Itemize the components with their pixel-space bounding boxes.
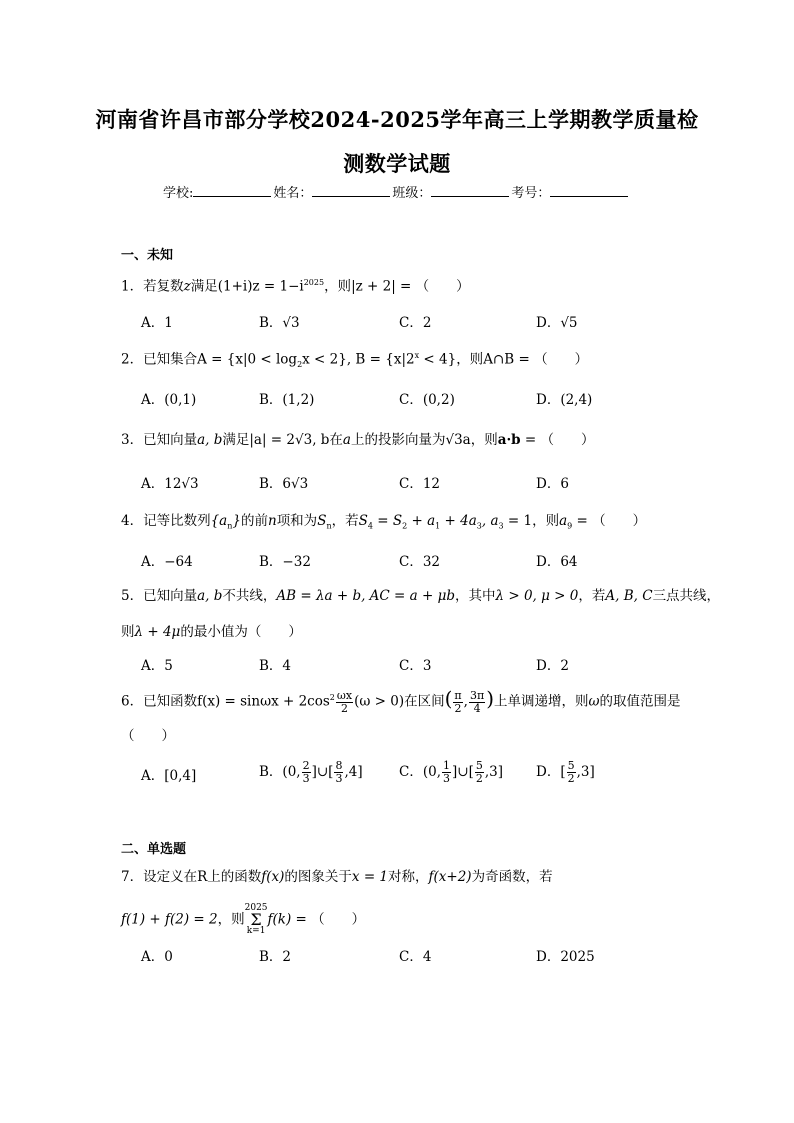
question-number: 3． <box>121 432 144 448</box>
math: ]∪[ <box>311 764 334 780</box>
math: R <box>197 869 208 885</box>
math-exponent: 2 <box>329 693 335 702</box>
question-7-options <box>141 945 701 967</box>
question-2 <box>121 346 588 375</box>
math: = S <box>372 513 403 529</box>
stem-text: 三点共线， <box>652 588 721 604</box>
option-c[interactable]: C．32 <box>399 554 441 570</box>
math: a <box>559 513 568 529</box>
math: + a <box>407 513 436 529</box>
fraction-numerator: 5 <box>475 759 483 772</box>
question-number: 2． <box>121 351 144 368</box>
fraction-denominator: 3 <box>335 772 343 785</box>
fraction-numerator: 1 <box>443 759 450 772</box>
math: [ <box>560 764 566 780</box>
math: ,3] <box>576 764 595 780</box>
fraction-numerator: 5 <box>567 759 575 772</box>
stem-text: = （ ） <box>514 351 589 368</box>
question-5 <box>121 586 720 606</box>
fraction-numerator: 2 <box>302 759 310 772</box>
stem-text: 的图象关于 <box>284 869 352 885</box>
math: n <box>267 513 277 529</box>
math: (1+i)z = 1−i <box>217 278 304 295</box>
option-b[interactable]: B．√3 <box>259 315 300 331</box>
option-c[interactable]: C．4 <box>399 949 432 965</box>
stem-text: 对称， <box>388 869 429 885</box>
class-blank[interactable] <box>431 182 509 197</box>
question-1 <box>121 273 470 297</box>
math: ]∪[ <box>452 764 474 780</box>
stem-text: 为奇函数，若 <box>471 869 553 885</box>
question-6: 6．已知函数$f(x) = \sin\omega x + 2\cos^2$ $\frac{\omega x}{2}$ (ω > 0)在区间( $\frac{\pi}{2}$ , $\frac{3\pi}{4}$ )上单调递增，则ω的取值范围是 <box>121 686 681 715</box>
option-c[interactable]: C．3 <box>399 658 432 674</box>
math: A∩B <box>483 351 515 368</box>
math-subscript: 2 <box>297 360 303 370</box>
stem-text: ，若 <box>331 513 359 529</box>
fraction-denominator: 2 <box>475 772 483 785</box>
name-label: 姓名： <box>273 186 313 201</box>
stem-text: 不共线， <box>222 588 277 604</box>
math: x < 2}, B = {x|2 <box>302 351 415 368</box>
option-b[interactable]: B．6√3 <box>259 476 309 492</box>
stem-text: 的前 <box>240 513 268 529</box>
stem-text: = （ ） <box>395 278 470 295</box>
fraction <box>475 760 484 785</box>
option-a[interactable]: A．(0,1) <box>141 392 197 408</box>
math: f(x+2) <box>428 869 472 885</box>
stem-text: ，则 <box>324 278 352 295</box>
question-number: 7． <box>121 869 144 885</box>
fraction <box>442 760 451 785</box>
stem-text: 已知函数 <box>143 693 198 710</box>
math-exponent: x <box>414 351 420 360</box>
stem-text: ，若 <box>578 588 606 604</box>
question-4 <box>121 511 646 537</box>
class-label: 班级： <box>392 186 432 201</box>
stem-text: 若复数 <box>143 278 184 295</box>
right-paren: ) <box>486 686 494 711</box>
math-subscript: n <box>326 521 332 531</box>
math: < 4} <box>419 351 457 368</box>
math-subscript: n <box>227 521 233 531</box>
sigma-symbol: Σ <box>250 910 262 929</box>
math: a·b <box>497 432 521 448</box>
option-c[interactable]: C．2 <box>399 315 432 331</box>
name-blank[interactable] <box>312 182 390 197</box>
option-b[interactable]: B．(1,2) <box>259 392 315 408</box>
math: AB = λa + b, AC = a + μb <box>276 588 455 604</box>
math-subscript: 9 <box>567 521 573 531</box>
fraction-denominator: 2 <box>340 701 348 715</box>
option-c[interactable]: C．12 <box>399 476 441 492</box>
option-c[interactable] <box>399 760 503 785</box>
math-exponent: 2025 <box>303 278 325 287</box>
stem-text: 在区间 <box>404 693 445 710</box>
stem-text: 的最小值为（ ） <box>180 624 302 640</box>
stem-text: ，则 <box>456 351 484 368</box>
math: ,4] <box>344 764 363 780</box>
math-subscript: 3 <box>476 521 482 531</box>
student-info-row <box>163 182 630 201</box>
option-d[interactable]: D．2 <box>536 658 569 674</box>
stem-text: 满足 <box>190 278 218 295</box>
stem-text: = （ ） <box>572 513 647 529</box>
question-4-options <box>141 550 701 572</box>
fraction-numerator: 8 <box>335 759 343 772</box>
fraction <box>336 690 353 715</box>
question-3 <box>121 430 595 450</box>
fraction-denominator: 3 <box>302 772 310 785</box>
fraction-numerator: π <box>454 688 462 702</box>
math: f(1) + f(2) = 2 <box>121 911 218 928</box>
math: f(x) = sinωx + 2cos <box>197 693 330 710</box>
option-b[interactable]: B．4 <box>259 658 292 674</box>
question-number: 5． <box>121 588 144 604</box>
question-number: 6． <box>121 693 144 710</box>
math: (0, <box>422 764 441 780</box>
math: , a <box>481 513 499 529</box>
stem-text: 满足 <box>222 432 250 448</box>
stem-text: = （ ） <box>520 432 595 448</box>
math: √3a <box>445 432 471 448</box>
fraction-numerator: 3π <box>469 688 485 702</box>
question-5-continued <box>121 622 302 642</box>
math: } <box>232 513 241 529</box>
school-blank[interactable] <box>193 182 271 197</box>
math: |z + 2| <box>351 278 396 295</box>
question-number: 4． <box>121 513 144 529</box>
math: S <box>358 513 368 529</box>
stem-text: 在 <box>329 432 343 448</box>
option-letter: A． <box>141 768 165 784</box>
math: (ω > 0) <box>354 693 405 710</box>
option-a[interactable]: A．12√3 <box>141 476 199 492</box>
fraction <box>567 760 576 785</box>
sum-lower-limit: k=1 <box>246 926 266 936</box>
option-d[interactable]: D．6 <box>536 476 569 492</box>
option-letter: B． <box>259 764 283 780</box>
math: {a <box>210 513 228 529</box>
question-1-options <box>141 311 701 333</box>
option-d[interactable]: D．64 <box>536 554 578 570</box>
math: + 4a <box>440 513 477 529</box>
math: λ + 4μ <box>134 624 181 640</box>
option-d[interactable]: D．(2,4) <box>536 392 593 408</box>
option-a[interactable] <box>141 764 196 784</box>
option-a[interactable]: A．1 <box>141 315 173 331</box>
stem-text: 已知向量 <box>143 588 198 604</box>
stem-text: ，则 <box>532 513 560 529</box>
exam-title-line-1: 河南省许昌市部分学校2024-2025学年高三上学期教学质量检 <box>95 107 699 132</box>
option-a[interactable]: A．5 <box>141 658 173 674</box>
fraction-denominator: 2 <box>454 701 462 715</box>
stem-text: 的取值范围是 <box>599 693 681 710</box>
math: S <box>317 513 327 529</box>
stem-text: 已知集合 <box>143 351 198 368</box>
math: a, b <box>197 432 223 448</box>
stem-text: 则 <box>121 624 135 640</box>
fraction <box>469 690 485 715</box>
option-b[interactable]: B．−32 <box>259 554 311 570</box>
question-6-options <box>141 760 701 790</box>
math: f(k) <box>267 911 292 928</box>
math: a <box>342 432 351 448</box>
math: z <box>183 278 191 295</box>
option-letter: D． <box>536 764 561 780</box>
math: λ > 0, μ > 0 <box>495 588 579 604</box>
question-number: 1． <box>121 278 144 295</box>
stem-text: 上的函数 <box>207 869 262 885</box>
exam-title-line-2: 测数学试题 <box>343 151 451 176</box>
stem-text: 设定义在 <box>143 869 198 885</box>
summation <box>245 904 268 936</box>
question-7 <box>121 867 553 887</box>
school-label: 学校: <box>163 186 194 201</box>
math-subscript: 3 <box>498 521 504 531</box>
math: f(x) <box>261 869 285 885</box>
math-subscript: 1 <box>435 521 441 531</box>
option-d[interactable]: D．2025 <box>536 949 595 965</box>
section-heading-2: 二、单选题 <box>121 842 187 857</box>
fraction <box>453 690 462 715</box>
fraction <box>334 760 343 785</box>
stem-text: 上单调递增，则 <box>494 693 589 710</box>
fraction-denominator: 3 <box>443 772 450 785</box>
fraction-denominator: 2 <box>567 772 575 785</box>
question-7-continued <box>121 904 365 936</box>
math: a, b <box>197 588 223 604</box>
stem-text: 项和为 <box>276 513 318 529</box>
exam-number-blank[interactable] <box>550 182 628 197</box>
fraction <box>302 760 311 785</box>
math-subscript: 4 <box>367 521 373 531</box>
left-paren: ( <box>444 686 453 711</box>
stem-text: = （ ） <box>291 911 366 928</box>
option-letter: C． <box>399 764 423 780</box>
stem-text: 上的投影向量为 <box>350 432 446 448</box>
exam-number-label: 考号： <box>511 186 551 201</box>
math: ,3] <box>484 764 504 780</box>
stem-text: 记等比数列 <box>143 513 211 529</box>
question-6-continued: （ ） <box>121 728 175 744</box>
math: A, B, C <box>605 588 653 604</box>
math: = 1 <box>503 513 533 529</box>
stem-text: 已知向量 <box>143 432 198 448</box>
option-a[interactable]: A．0 <box>141 949 173 965</box>
math: (0, <box>282 764 301 780</box>
math-subscript: 2 <box>402 521 408 531</box>
option-d[interactable]: D．√5 <box>536 315 578 331</box>
math: |a| = 2√3, b <box>249 432 330 448</box>
question-2-options <box>141 388 701 410</box>
stem-text: ，其中 <box>455 588 496 604</box>
math: ω <box>588 693 600 710</box>
sum-upper-limit: 2025 <box>244 903 268 913</box>
stem-text: ，则 <box>470 432 498 448</box>
fraction-numerator: ωx <box>336 688 353 702</box>
question-5-options <box>141 654 701 676</box>
option-a[interactable]: A．−64 <box>141 554 193 570</box>
section-heading-1: 一、未知 <box>121 248 174 263</box>
option-b[interactable]: B．2 <box>259 949 292 965</box>
fraction-denominator: 4 <box>473 701 481 715</box>
option-b[interactable] <box>259 760 363 785</box>
stem-text: ，则 <box>217 911 245 928</box>
option-d[interactable] <box>536 760 595 785</box>
math: [0,4] <box>164 768 197 784</box>
option-c[interactable]: C．(0,2) <box>399 392 455 408</box>
question-3-options <box>141 472 701 494</box>
math: A = {x|0 < log <box>197 351 298 368</box>
math: x = 1 <box>351 869 389 885</box>
